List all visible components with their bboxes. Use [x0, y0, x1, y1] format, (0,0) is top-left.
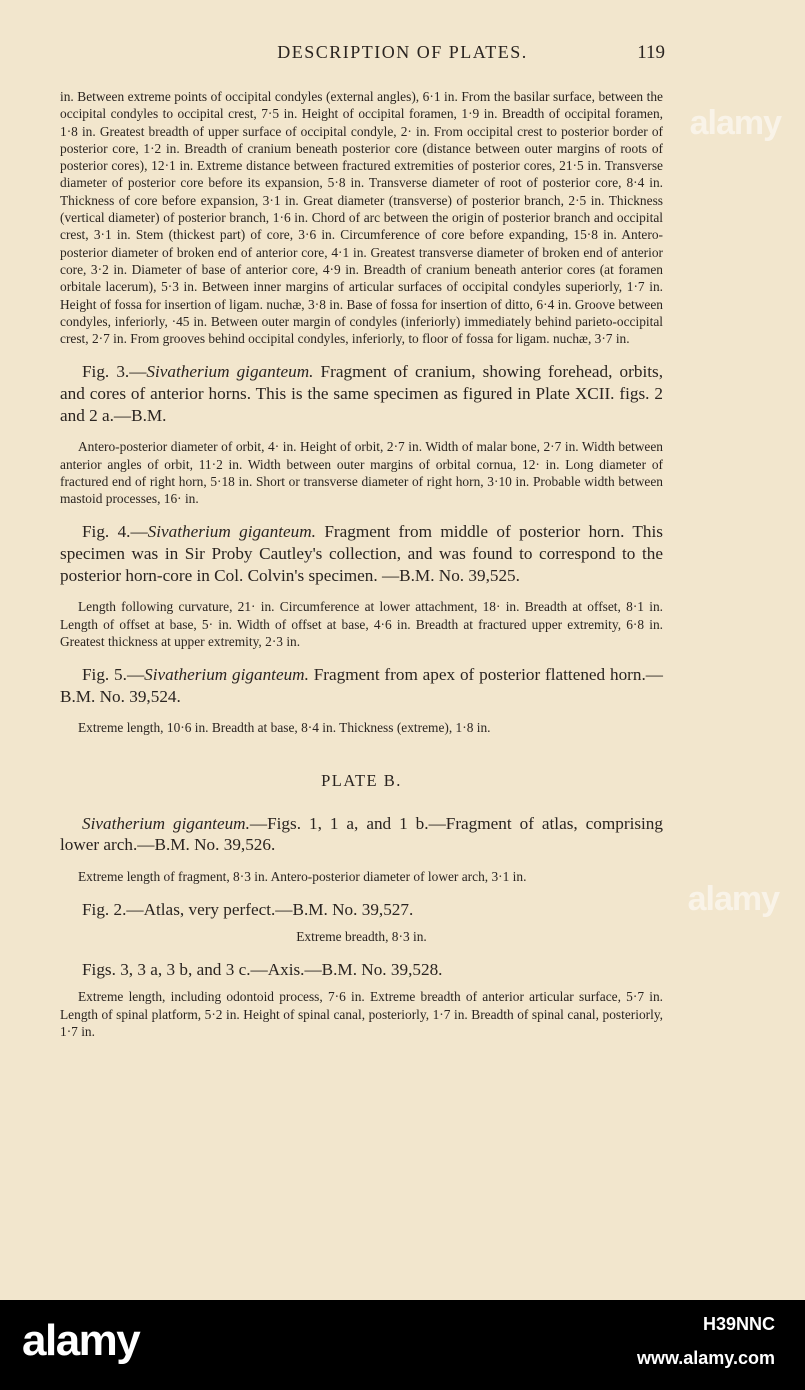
- plate-heading: PLATE B.: [321, 770, 402, 790]
- page-number: 119: [637, 42, 665, 63]
- plate-b-fig1-caption: [60, 813, 663, 856]
- fig5-caption: [60, 664, 663, 707]
- plate-b-fig3-measurements: Extreme length, including odontoid process, 7·6 in. Extreme breadth of anterior articular surface, 5·7 in. Length of spinal platform, 5·2 in. Height of spinal canal, posteriorly, 1·7 in. Breadth of spinal canal, posteriorly, 1·7 in.: [60, 989, 663, 1039]
- plate-b-fig1-species: Sivatherium giganteum.: [82, 813, 250, 833]
- fig5-species: Sivatherium giganteum.: [144, 665, 309, 685]
- image-id: H39NNC: [702, 1314, 775, 1334]
- plate-b-fig1-measurements: Extreme length of fragment, 8·3 in. Antero-posterior diameter of lower arch, 3·1 in.: [78, 868, 527, 884]
- fig3-prefix: Fig. 3.—: [82, 362, 147, 382]
- fig3-species: Sivatherium giganteum.: [146, 362, 314, 382]
- site-url[interactable]: www.alamy.com: [636, 1348, 775, 1368]
- fig3-measurements: Antero-posterior diameter of orbit, 4· in. Height of orbit, 2·7 in. Width of malar bone, 2·7 in. Width between anterior angles of orbit, 11·2 in. Width between outer margins of orbital cornua, 12· in. Long diameter of fractured end of right horn, 5·18 in. Short or transverse diameter of right horn, 3·10 in. Probable width between mastoid processes, 16· in.: [60, 439, 663, 507]
- plate-b-fig2-caption: Fig. 2.—Atlas, very perfect.—B.M. No. 39,527.: [82, 900, 414, 920]
- measurements-paragraph: in. Between extreme points of occipital condyles (external angles), 6·1 in. From the basilar surface, between the occipital condyles to occipital crest, 7·5 in. Height of occipital foramen, 1·9 in. Breadth of occipital foramen, 1·8 in. Greatest breadth of upper surface of occipital condyle, 2· in. From occipital crest to posterior border of posterior core, 1·2 in. Breadth of cranium beneath posterior core (distance between outer margins of roots of posterior cores), 12·1 in. Extreme distance between fractured extremities of posterior cores, 21·5 in. Transverse diameter of posterior core before its expansion, 5·8 in. Transverse diameter of root of posterior core, 8·4 in. Thickness of core before expansion, 3·1 in. Great diameter (transverse) of posterior branch, 2·5 in. Thickness (vertical diameter) of posterior branch, 1·6 in. Chord of arc between the origin of posterior branch and occipital crest, 3·1 in. Stem (thickest part) of core, 3·6 in. Circumference of core before expanding, 15·8 in. Antero-posterior diameter of broken end of anterior core, 4·1 in. Greatest transverse diameter of broken end of anterior core, 3·2 in. Diameter of base of anterior core, 4·9 in. Breadth of cranium beneath anterior cores (at foramen orbitale lacerum), 5·3 in. Between inner margins of articular surfaces of occipital condyles superiorly, 1·7 in. Height of fossa for insertion of ligam. nuchæ, 3·8 in. Base of fossa for insertion of ditto, 6·4 in. Groove between condyles, inferiorly, ·45 in. Between outer margin of condyles (inferiorly) immediately behind parieto-occipital crest, 2·7 in. From grooves behind occipital condyles, inferiorly, to floor of fossa for ligam. nuchæ, 3·7 in.: [60, 89, 663, 347]
- page-body: [60, 88, 663, 1040]
- fig4-text: Fragment from middle of posterior horn. This specimen was in Sir Proby Cautley's collection, and was found to correspond to the posterior horn-core in Col. Colvin's specimen. —B.M. No. 39,525.: [60, 522, 663, 585]
- fig4-measurements: Length following curvature, 21· in. Circumference at lower attachment, 18· in. Breadth at offset, 8·1 in. Length of offset at base, 5· in. Width of offset at base, 4·6 in. Breadth at fractured upper extremity, 6·8 in. Greatest thickness at upper extremity, 2·3 in.: [60, 599, 663, 649]
- fig4-prefix: Fig. 4.—: [82, 522, 148, 542]
- fig4-species: Sivatherium giganteum.: [147, 522, 316, 542]
- alamy-logo: alamy: [22, 1316, 140, 1365]
- fig5-prefix: Fig. 5.—: [82, 665, 145, 685]
- running-title: DESCRIPTION OF PLATES.: [277, 42, 528, 62]
- plate-b-fig2-measurements: Extreme breadth, 8·3 in.: [296, 928, 427, 944]
- stock-footer-bar: [0, 1300, 805, 1390]
- watermark-logo: alamy: [689, 104, 781, 142]
- plate-b-fig1-text: —Figs. 1, 1 a, and 1 b.—Fragment of atlas, comprising lower arch.—B.M. No. 39,526.: [60, 813, 663, 855]
- fig3-caption: [60, 361, 663, 426]
- fig5-measurements: Extreme length, 10·6 in. Breadth at base, 8·4 in. Thickness (extreme), 1·8 in.: [78, 720, 491, 736]
- fig4-caption: [60, 521, 663, 586]
- watermark-logo: alamy: [687, 880, 779, 918]
- fig5-text: Fragment from apex of posterior flattened horn.—B.M. No. 39,524.: [60, 665, 663, 706]
- page-header: [0, 42, 805, 66]
- plate-b-fig3-caption: Figs. 3, 3 a, 3 b, and 3 c.—Axis.—B.M. No. 39,528.: [82, 959, 443, 979]
- fig3-text: Fragment of cranium, showing forehead, orbits, and cores of anterior horns. This is the same specimen as figured in Plate XCII. figs. 2 and 2 a.—B.M.: [60, 362, 663, 425]
